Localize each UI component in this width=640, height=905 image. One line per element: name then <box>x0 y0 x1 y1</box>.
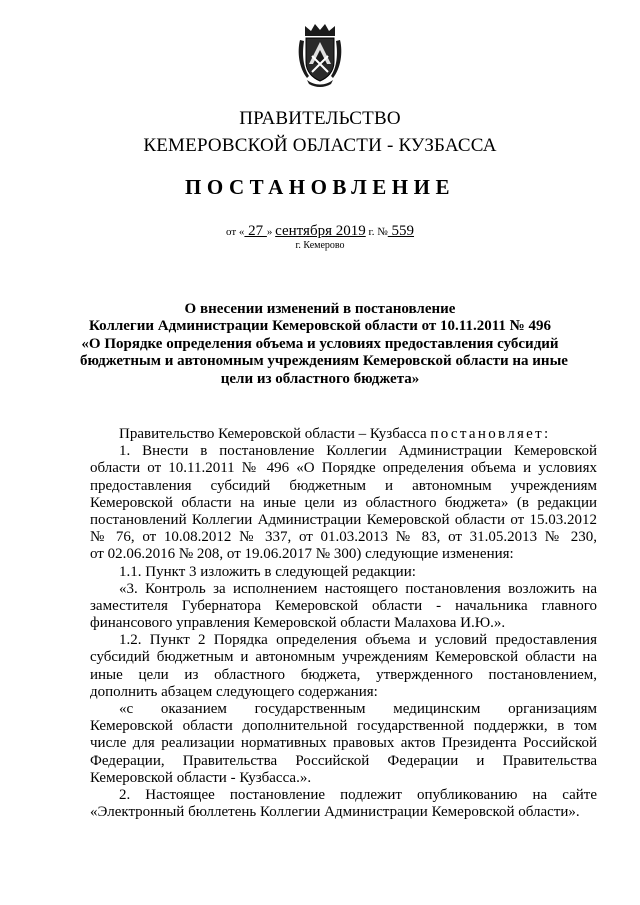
date-year-suffix: г. № <box>365 226 388 238</box>
paragraph-1-2-line: 1.2. Пункт 2 Порядка определения объема и условий предоставления <box>119 632 597 649</box>
paragraph-1-2-quote-line: «с оказанием государственным медицинским организациям <box>119 701 597 717</box>
heading-line: бюджетным и автономным учреждениям Кемеровской области на иные <box>80 353 568 370</box>
government-name-line1: ПРАВИТЕЛЬСТВО <box>239 108 401 129</box>
paragraph-1-line: предоставления субсидий бюджетным и автономным учреждениям <box>90 477 597 494</box>
heading-line: цели из областного бюджета» <box>220 370 420 387</box>
paragraph-1-1-quote-line: финансового управления Кемеровской области Малахова И.Ю.». <box>90 615 506 632</box>
paragraph-1-2-quote-line: Кемеровской области - Кузбасса.». <box>90 769 312 786</box>
paragraph-1-2-quote-line: Кемеровской области дополнительной государственной поддержки, в том <box>90 718 597 735</box>
paragraph-1-2-line: дополнить абзацем следующего содержания: <box>90 683 378 700</box>
document-body <box>90 426 597 821</box>
paragraph-1-line: области от 10.11.2011 № 496 «О Порядке определения объема и условиях <box>90 460 597 477</box>
city-name: г. Кемерово <box>295 240 345 251</box>
paragraph-1-line: 1. Внести в постановление Коллегии Администрации Кемеровской <box>119 443 597 460</box>
heading-line: Коллегии Администрации Кемеровской области от 10.11.2011 № 496 <box>89 318 551 335</box>
document-type-title: ПОСТАНОВЛЕНИЕ <box>185 175 455 199</box>
intro-decree-word: постановляет: <box>430 426 551 442</box>
date-prefix: от « <box>225 226 245 238</box>
paragraph-1-line: от 02.06.2016 № 208, от 19.06.2017 № 300) следующие изменения: <box>90 546 514 563</box>
paragraph-1-1-quote-line: «3. Контроль за исполнением настоящего постановления возложить на <box>119 580 597 597</box>
kemerovo-coat-of-arms-icon <box>297 22 343 88</box>
paragraph-2-line: 2. Настоящее постановление подлежит опубликованию на сайте <box>119 786 597 803</box>
paragraph-1-2-quote-line: числе для реализации нормативных правовых актов Президента Российской <box>90 735 597 752</box>
paragraph-1-line: постановлений Коллегии Администрации Кемеровской области от 15.03.2012 <box>90 511 597 528</box>
paragraph-1-2-line: субсидий бюджетным и автономным учреждениям Кемеровской области на <box>90 649 597 666</box>
date-month-year: сентября 2019 <box>275 223 366 239</box>
document-heading <box>80 301 568 388</box>
paragraph-1-line: Кемеровской области на иные цели из областного бюджета» (в редакции <box>90 494 597 511</box>
paragraph-1-line: № 76, от 10.08.2012 № 337, от 01.03.2013 № 83, от 31.05.2013 № 230, <box>90 529 597 546</box>
paragraph-1-1-title: 1.1. Пункт 3 изложить в следующей редакции: <box>119 563 416 580</box>
date-day: 27 <box>244 223 267 239</box>
heading-line: «О Порядке определения объема и условиях предоставления субсидий <box>81 335 559 352</box>
paragraph-1-1-quote-line: заместителя Губернатора Кемеровской области - начальника главного <box>90 597 597 614</box>
heading-line: О внесении изменений в постановление <box>184 301 456 317</box>
date-mid: » <box>266 226 276 238</box>
document-number: 559 <box>387 223 415 239</box>
date-number-line <box>0 224 640 239</box>
paragraph-1-2-quote-line: Федерации, Правительства Российской Федерации и Правительства <box>90 752 597 769</box>
intro-text: Правительство Кемеровской области – Кузбасса <box>119 426 431 442</box>
government-name-line2: КЕМЕРОВСКОЙ ОБЛАСТИ - КУЗБАССА <box>143 135 497 156</box>
intro-line <box>90 426 597 443</box>
paragraph-2-line: «Электронный бюллетень Коллегии Администрации Кемеровской области». <box>90 804 580 821</box>
paragraph-1-2-line: иные цели из областного бюджета, утвержденного постановлением, <box>90 666 597 683</box>
